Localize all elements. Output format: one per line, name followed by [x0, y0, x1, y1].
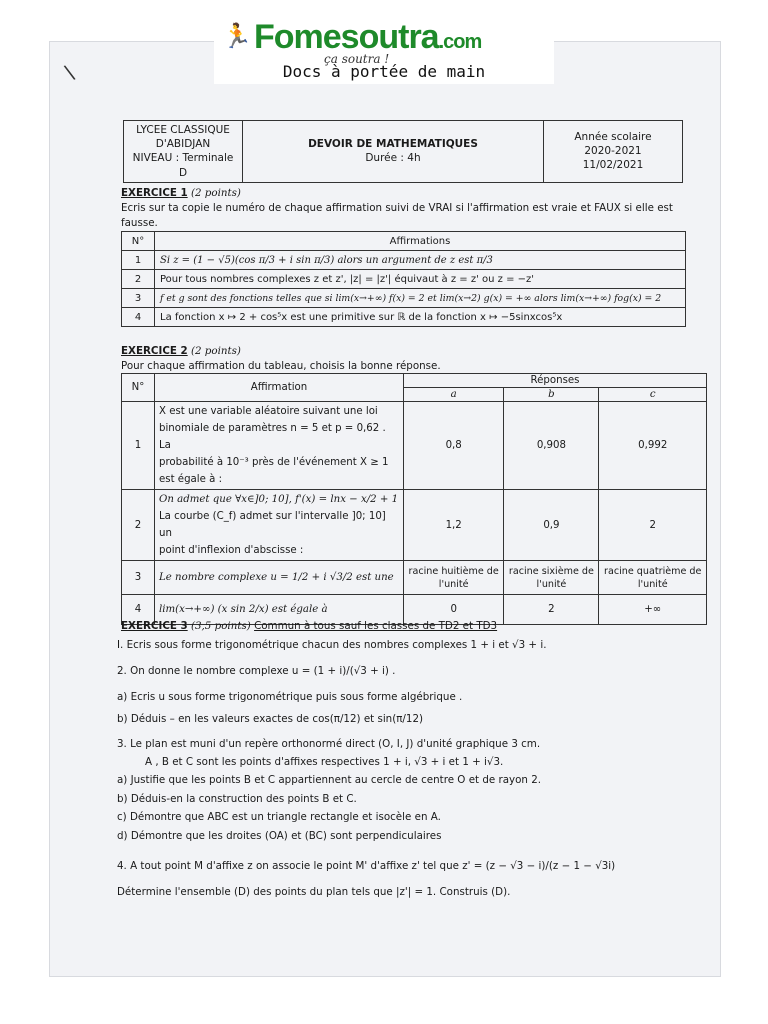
- ex1-instruction: Ecris sur ta copie le numéro de chaque affirmation suivi de VRAI si l'affirmation est vraie et FAUX si elle est: [121, 202, 673, 214]
- ex2-col-b: b: [504, 388, 599, 402]
- ex3-line-5: 3. Le plan est muni d'un repère orthonormé direct (O, I, J) d'unité graphique 3 cm.: [117, 738, 541, 750]
- table-row: 4 La fonction x ↦ 2 + cos⁵x est une primitive sur ℝ de la fonction x ↦ −5sinxcos⁵x: [122, 308, 686, 327]
- ex2-affirmation-4: lim(x→+∞) (x sin 2/x) est égale à: [155, 595, 404, 625]
- ex2-instruction: Pour chaque affirmation du tableau, choisis la bonne réponse.: [121, 360, 441, 372]
- exam-date: 11/02/2021: [582, 159, 644, 172]
- ex2-col-n: N°: [122, 374, 155, 402]
- exam-title: DEVOIR DE MATHEMATIQUES: [308, 138, 478, 151]
- ex2-answer-3b: racine sixième de l'unité: [504, 561, 599, 595]
- ex1-heading: EXERCICE 1 (2 points): [121, 187, 241, 199]
- ex2-col-reponses: Réponses: [404, 374, 707, 388]
- ex3-line-2: 2. On donne le nombre complexe u = (1 + i)/(√3 + i) .: [117, 665, 396, 677]
- ex3-heading: EXERCICE 3 (3,5 points) Commun à tous sauf les classes de TD2 et TD3: [121, 620, 498, 632]
- ex2-answer-2c: 2: [599, 490, 707, 561]
- ex2-answer-3c: racine quatrième de l'unité: [599, 561, 707, 595]
- ex2-heading: EXERCICE 2 (2 points): [121, 345, 241, 357]
- ex3-line-10: d) Démontre que les droites (OA) et (BC) sont perpendiculaires: [117, 830, 442, 842]
- ex2-col-affirmation: Affirmation: [155, 374, 404, 402]
- ex3-line-8: b) Déduis-en la construction des points B et C.: [117, 793, 357, 805]
- title-cell: [243, 121, 544, 183]
- ex1-affirmation-3: f et g sont des fonctions telles que si lim(x→+∞) f(x) = 2 et lim(x→2) g(x) = +∞ alors lim(x→+∞) fog(x) = 2: [155, 289, 686, 308]
- ex2-affirmation-3: Le nombre complexe u = 1/2 + i √3/2 est une: [155, 561, 404, 595]
- ex3-line-9: c) Démontre que ABC est un triangle rectangle et isocèle en A.: [117, 811, 441, 823]
- ex2-answer-2a: 1,2: [404, 490, 504, 561]
- pen-mark: \: [62, 59, 77, 85]
- ex2-answer-1b: 0,908: [504, 402, 599, 490]
- ex3-line-4: b) Déduis – en les valeurs exactes de cos(π/12) et sin(π/12): [117, 713, 424, 725]
- ex2-col-a: a: [404, 388, 504, 402]
- ex2-answer-3a: racine huitième de l'unité: [404, 561, 504, 595]
- ex2-answer-4c: +∞: [599, 595, 707, 625]
- ex1-col-affirmations: Affirmations: [155, 232, 686, 251]
- ex2-table: [121, 373, 707, 625]
- table-row: 3 f et g sont des fonctions telles que si lim(x→+∞) f(x) = 2 et lim(x→2) g(x) = +∞ alors lim(x→+∞) fog(x) = 2: [122, 289, 686, 308]
- ex3-line-12: Détermine l'ensemble (D) des points du plan tels que |z'| = 1. Construis (D).: [117, 886, 511, 898]
- ex1-affirmation-2: Pour tous nombres complexes z et z', |z| = |z'| équivaut à z = z' ou z = −z': [155, 270, 686, 289]
- school-cell: LYCEE CLASSIQUE D'ABIDJAN NIVEAU : Terminale D: [124, 121, 243, 183]
- table-row: 1 X est une variable aléatoire suivant une loi binomiale de paramètres n = 5 et p = 0,62 . La probabilité à 10⁻³ près de l'événement X ≥ 1 est égale à : 0,8 0,908 0,992: [122, 402, 707, 490]
- watermark-banner: [214, 14, 554, 84]
- table-row: 4 lim(x→+∞) (x sin 2/x) est égale à 0 2 +∞: [122, 595, 707, 625]
- ex2-answer-2b: 0,9: [504, 490, 599, 561]
- ex2-answer-4a: 0: [404, 595, 504, 625]
- table-row: 3 Le nombre complexe u = 1/2 + i √3/2 est une racine huitième de l'unité racine sixième de l'unité racine quatrième de l'unité: [122, 561, 707, 595]
- ex1-affirmation-4: La fonction x ↦ 2 + cos⁵x est une primitive sur ℝ de la fonction x ↦ −5sinxcos⁵x: [155, 308, 686, 327]
- exam-duration: Durée : 4h: [365, 152, 421, 165]
- ex2-answer-4b: 2: [504, 595, 599, 625]
- ex2-affirmation-1: X est une variable aléatoire suivant une loi binomiale de paramètres n = 5 et p = 0,62 . La probabilité à 10⁻³ près de l'événement X ≥ 1 est égale à :: [155, 402, 404, 490]
- table-row: 1 Si z = (1 − √5)(cos π/3 + i sin π/3) alors un argument de z est π/3: [122, 251, 686, 270]
- ex3-line-3: a) Ecris u sous forme trigonométrique puis sous forme algébrique .: [117, 691, 463, 703]
- brand-slogan: ça soutra !: [324, 52, 390, 66]
- ex1-table: [121, 231, 686, 327]
- ex1-instruction-cont: fausse.: [121, 217, 158, 229]
- exam-header-table: [123, 120, 683, 183]
- ex3-line-1: I. Ecris sous forme trigonométrique chacun des nombres complexes 1 + i et √3 + i.: [117, 639, 547, 651]
- brand-logo: Fomesoutra.com: [254, 18, 482, 56]
- ex2-col-c: c: [599, 388, 707, 402]
- brand-tagline: Docs à portée de main: [282, 62, 486, 81]
- year-cell: Année scolaire 2020-2021 11/02/2021: [544, 121, 683, 183]
- ex3-line-6: A , B et C sont les points d'affixes respectives 1 + i, √3 + i et 1 + i√3.: [145, 756, 504, 768]
- ex1-col-n: N°: [122, 232, 155, 251]
- ex2-answer-1a: 0,8: [404, 402, 504, 490]
- ex2-answer-1c: 0,992: [599, 402, 707, 490]
- ex3-line-11: 4. A tout point M d'affixe z on associe le point M' d'affixe z' tel que z' = (z − √3 − i)/(z − 1 − √3i): [117, 860, 616, 872]
- runner-icon: 🏃: [222, 22, 252, 50]
- ex1-affirmation-1: Si z = (1 − √5)(cos π/3 + i sin π/3) alors un argument de z est π/3: [155, 251, 686, 270]
- ex3-line-7: a) Justifie que les points B et C appartiennent au cercle de centre O et de rayon 2.: [117, 774, 542, 786]
- ex2-affirmation-2: On admet que ∀x∈]0; 10], f'(x) = lnx − x/2 + 1 La courbe (C_f) admet sur l'intervalle ]0; 10] un point d'inflexion d'abscisse :: [155, 490, 404, 561]
- table-row: 2 Pour tous nombres complexes z et z', |z| = |z'| équivaut à z = z' ou z = −z': [122, 270, 686, 289]
- table-row: 2 On admet que ∀x∈]0; 10], f'(x) = lnx − x/2 + 1 La courbe (C_f) admet sur l'intervalle ]0; 10] un point d'inflexion d'abscisse : 1,2 0,9 2: [122, 490, 707, 561]
